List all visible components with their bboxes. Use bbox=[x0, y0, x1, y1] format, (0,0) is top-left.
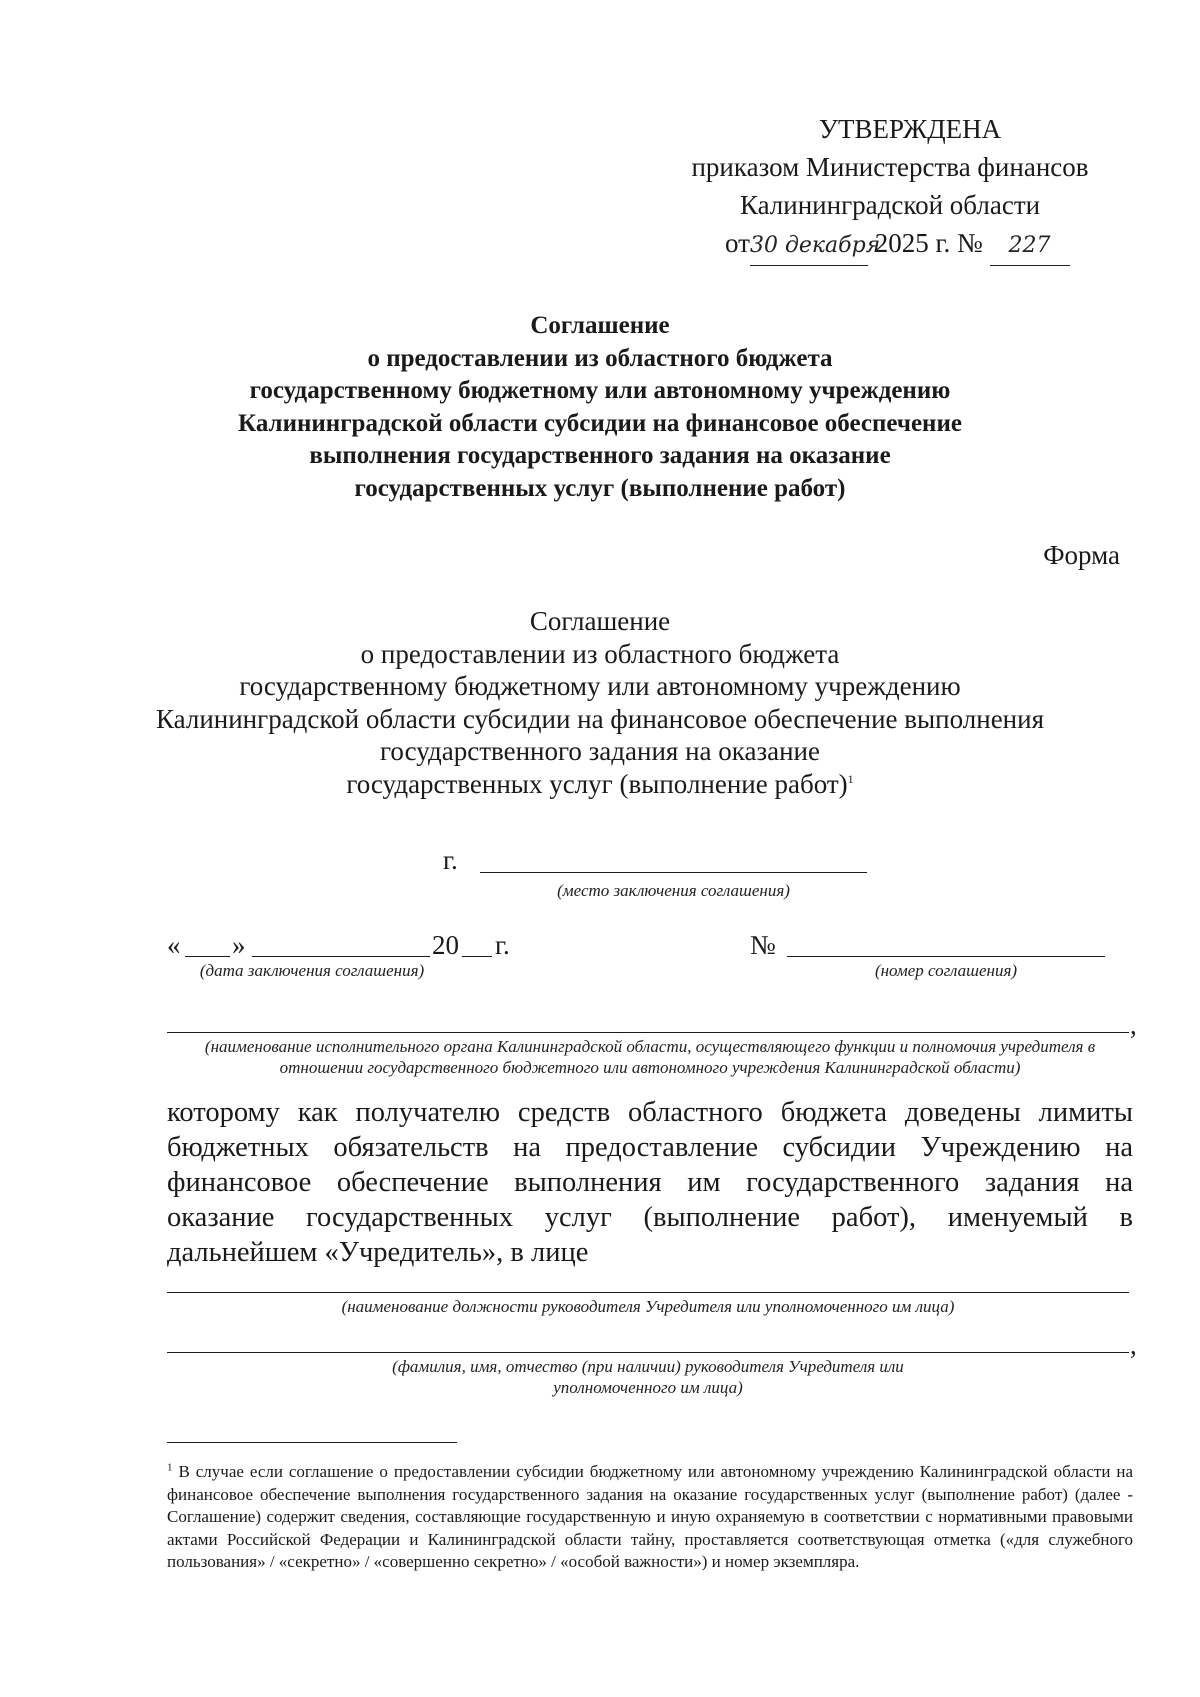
form-title bbox=[120, 605, 1080, 800]
title-line: выполнения государственного задания на оказание bbox=[309, 442, 891, 469]
form-title-line: государственному бюджетному или автономному учреждению bbox=[239, 671, 961, 701]
date-year-suffix: г. bbox=[495, 930, 510, 960]
position-caption: (наименование должности руководителя Учредителя или уполномоченного им лица) bbox=[341, 1297, 955, 1316]
approval-year: 2025 г. № bbox=[874, 228, 983, 258]
organ-trailing-comma: , bbox=[1130, 1010, 1137, 1040]
approval-order-line: приказом Министерства финансов bbox=[691, 152, 1089, 182]
footnote bbox=[167, 1461, 1133, 1574]
place-prefix: г. bbox=[443, 845, 458, 875]
name-trailing-comma: , bbox=[1130, 1330, 1137, 1360]
number-caption: (номер соглашения) bbox=[874, 961, 1018, 980]
title-line: государственному бюджетному или автономному учреждению bbox=[249, 377, 951, 404]
place-field-line[interactable] bbox=[480, 872, 867, 873]
footnote-number: 1 bbox=[167, 1461, 173, 1474]
day-field-line[interactable] bbox=[185, 956, 230, 957]
form-title-line: Калининградской области субсидии на финансовое обеспечение выполнения bbox=[155, 703, 1044, 734]
date-open-quote: « bbox=[167, 930, 181, 960]
body-paragraph: которому как получателю средств областного бюджета доведены лимиты бюджетных обязательств на предоставление субсидии Учреждению на финансовое обеспечение выполнения им государственного задания на оказание государственных услуг (выполнение работ), именуемый в дальнейшем «Учредитель», в лице bbox=[167, 1097, 1133, 1268]
number-prefix: № bbox=[750, 930, 776, 960]
footnote-mark: 1 bbox=[847, 771, 854, 786]
handwritten-number: 227 bbox=[990, 227, 1070, 266]
form-title-line bbox=[120, 768, 1080, 801]
approval-region-line: Калининградской области bbox=[739, 190, 1041, 220]
name-field-line[interactable] bbox=[167, 1352, 1129, 1353]
document-title bbox=[140, 310, 1060, 505]
form-title-line: Соглашение bbox=[529, 606, 671, 636]
footnote-separator bbox=[167, 1442, 457, 1443]
form-title-line: о предоставлении из областного бюджета bbox=[360, 638, 840, 669]
title-line: Калининградской области субсидии на финансовое обеспечение bbox=[238, 409, 962, 437]
place-caption: (место заключения соглашения) bbox=[557, 881, 790, 900]
footnote-text: В случае если соглашение о предоставлении субсидии бюджетному или автономному учреждению Калининградской области на финансовое обеспечение выполнения государственного задания на оказание государственных услуг (выполнение работ) (далее - Соглашение) содержит сведения, составляющие государственную и иную охраняемую в соответствии с нормативными правовыми актами Российской Федерации и Калининградской области тайну, проставляется соответствующая отметка («для служебного пользования» / «секретно» / «совершенно секретно» / «особой важности») и номер экземпляра. bbox=[167, 1462, 1134, 1571]
form-label: Форма bbox=[1043, 540, 1120, 570]
form-title-line: государственного задания на оказание bbox=[380, 736, 820, 766]
year-field-line[interactable] bbox=[462, 956, 492, 957]
approval-from-prefix: от bbox=[725, 228, 750, 258]
approval-date-line bbox=[725, 224, 1200, 266]
title-line: о предоставлении из областного бюджета bbox=[367, 344, 833, 372]
form-title-last: государственных услуг (выполнение работ) bbox=[346, 768, 848, 799]
organ-caption: (наименование исполнительного органа Калининградской области, осуществляющего функции и полномочия учредителя в отношении государственного бюджетного или автономного учреждения Калининградской области) bbox=[204, 1037, 1096, 1077]
name-caption bbox=[167, 1356, 1129, 1398]
approval-heading: УТВЕРЖДЕНА bbox=[818, 114, 1002, 144]
month-field-line[interactable] bbox=[252, 956, 430, 957]
handwritten-date: 30 декабря bbox=[750, 227, 868, 266]
date-close-quote: » bbox=[232, 930, 246, 960]
name-caption-line: уполномоченного им лица) bbox=[553, 1378, 743, 1397]
title-line: Соглашение bbox=[530, 312, 670, 339]
number-field-line[interactable] bbox=[787, 956, 1105, 957]
date-year-prefix: 20 bbox=[432, 930, 459, 960]
date-caption: (дата заключения соглашения) bbox=[199, 961, 425, 980]
title-line: государственных услуг (выполнение работ) bbox=[354, 474, 846, 502]
position-field-line[interactable] bbox=[167, 1292, 1129, 1293]
organ-field-line[interactable] bbox=[167, 1032, 1129, 1033]
approval-stamp bbox=[620, 110, 1200, 266]
name-caption-line: (фамилия, имя, отчество (при наличии) руководителя Учредителя или bbox=[392, 1357, 904, 1376]
